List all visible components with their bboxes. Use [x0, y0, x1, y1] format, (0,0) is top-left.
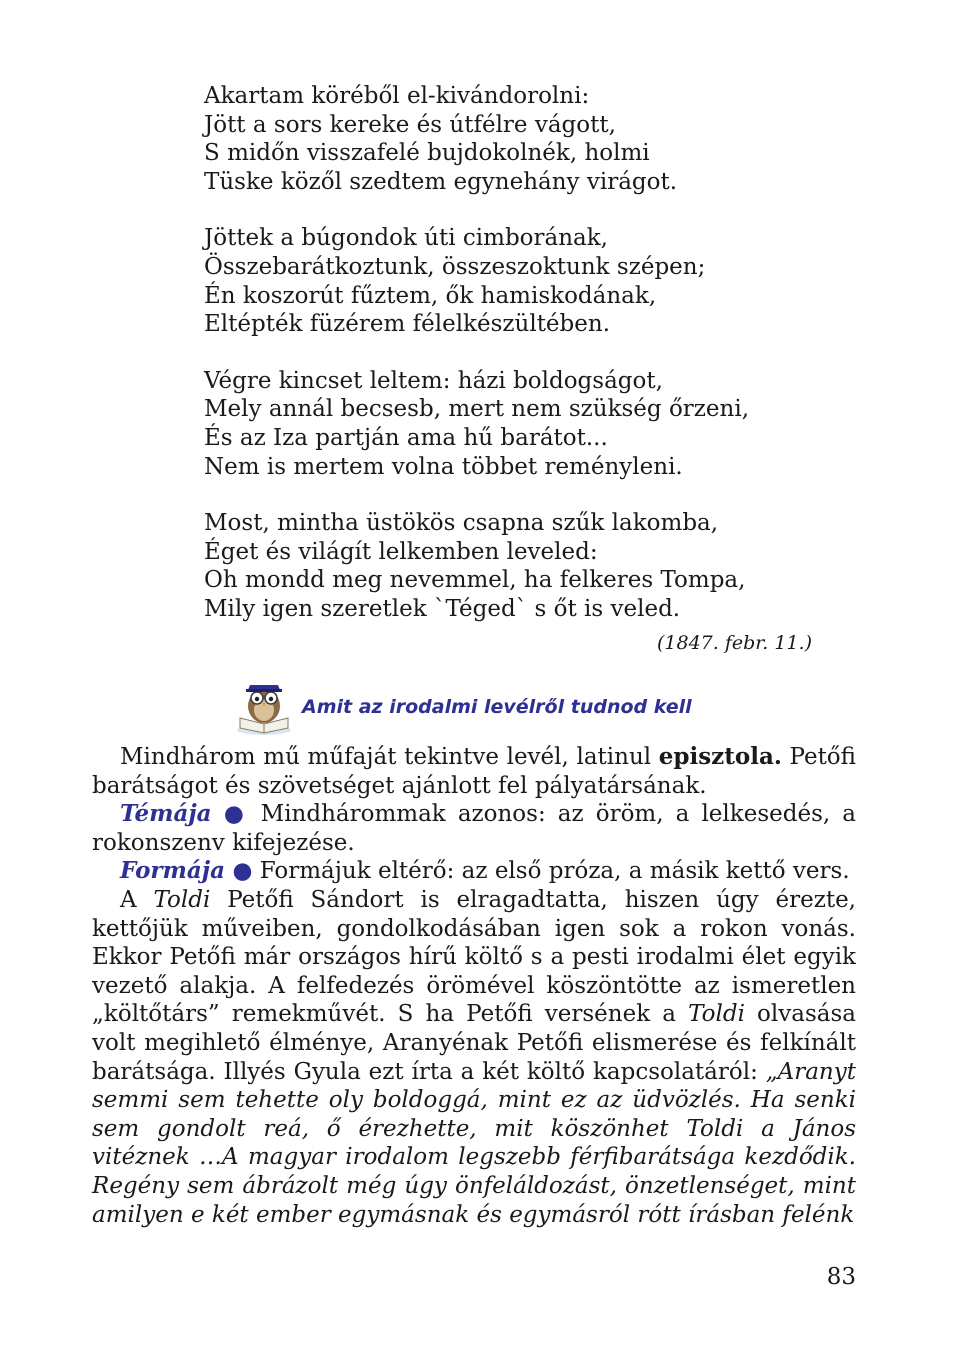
work-title-toldi: Toldi — [688, 1001, 745, 1028]
poem-stanza-2 — [204, 224, 824, 338]
paragraph-topic — [92, 800, 856, 857]
info-box-heading — [234, 678, 692, 736]
bullet-icon: ● — [223, 801, 249, 828]
poem-stanza-4 — [204, 509, 824, 623]
work-title-toldi: Toldi — [153, 886, 211, 913]
poem-line: Mily igen szeretlek `Téged` s őt is veled. — [204, 595, 681, 622]
term-formaja: Formája — [120, 857, 225, 885]
poem-stanza-1 — [204, 82, 824, 196]
poem-line: Most, mintha üstökös csapna szűk lakomba, — [204, 510, 719, 537]
owl-reading-book-icon — [234, 678, 294, 736]
page-number: 83 — [826, 1264, 856, 1290]
text-run: A — [120, 886, 154, 913]
poem-line: És az Iza partján ama hű barátot... — [204, 424, 608, 451]
info-box-title: Amit az irodalmi levélről tudnod kell — [302, 696, 692, 718]
text-run: Formájuk eltérő: az első próza, a másik kettő vers. — [252, 858, 850, 885]
poem-line: Oh mondd meg nevemmel, ha felkeres Tompa, — [204, 567, 746, 594]
text-run: Mindhárom mű műfaját tekintve levél, latinul — [120, 744, 659, 770]
text-run: Petőfi Sándort is elragadtatta, hiszen úgy érezte, kettőjük műveiben, gondolkodásában igen sok a rokon vonás. Ekkor Petőfi már országos hírű költő s a pesti irodalmi élet egyik vezető alakja. A felfedezés örömével köszöntötte az ismeretlen „költőtárs” remekművét. S ha Petőfi versének a — [92, 886, 856, 1028]
poem-line: S midőn visszafelé bujdokolnék, holmi — [204, 140, 650, 167]
poem-line: Nem is mertem volna többet reményleni. — [204, 453, 683, 480]
poem-line: Mely annál becsesb, mert nem szükség őrzeni, — [204, 396, 750, 423]
paragraph — [92, 886, 856, 1229]
poem-date: (1847. febr. 11.) — [657, 632, 812, 654]
poem-line: Eltépték füzérem félelkészültében. — [204, 311, 611, 338]
poem-stanza-3 — [204, 367, 824, 481]
text-run: olvasása volt megihlető élménye, Aranyénak Petőfi elismerése és felkínált barátsága. Illyés Gyula ezt írta a két költő kapcsolatáról: — [92, 1001, 856, 1085]
poem-line: Én koszorút fűztem, ők hamiskodának, — [204, 282, 657, 309]
poem — [204, 82, 824, 652]
poem-line: Jött a sors kereke és útfélre vágott, — [204, 111, 616, 138]
bullet-icon: ● — [232, 858, 253, 885]
quote-illyes: „Aranyt semmi sem tehette oly boldoggá, mint ez az üdvözlés. Ha senki sem gondolt reá, ő érezhette, mit köszönhet Toldi a János vitéznek …A magyar irodalom legszebb férfibarátsága kezdődik. Regény sem ábrázolt még úgy önfeláldozást, önzetlenséget, mint amilyen e két ember egymásnak és egymásról rótt írásban felénk — [92, 1058, 856, 1228]
poem-line: Végre kincset leltem: házi boldogságot, — [204, 367, 663, 394]
paragraph-form — [92, 857, 856, 886]
text-run: Petőfi barátságot és szövetséget ajánlott fel pályatársának. — [92, 744, 856, 799]
emphasis-episztola: episztola. — [658, 743, 782, 770]
paragraph — [92, 743, 856, 800]
poem-line: Jöttek a búgondok úti cimborának, — [204, 225, 608, 252]
term-temaja: Témája — [120, 800, 212, 828]
prose-section — [92, 743, 856, 1229]
poem-line: Tüske közől szedtem egynehány virágot. — [204, 168, 678, 195]
poem-line: Éget és világít lelkemben leveled: — [204, 538, 598, 565]
text-run: Mindhárommak azonos: az öröm, a lelkesedés, a rokonszenv kifejezése. — [92, 801, 856, 856]
poem-line: Összebarátkoztunk, összeszoktunk szépen; — [204, 253, 706, 280]
poem-line: Akartam köréből el-kivándorolni: — [204, 83, 590, 109]
